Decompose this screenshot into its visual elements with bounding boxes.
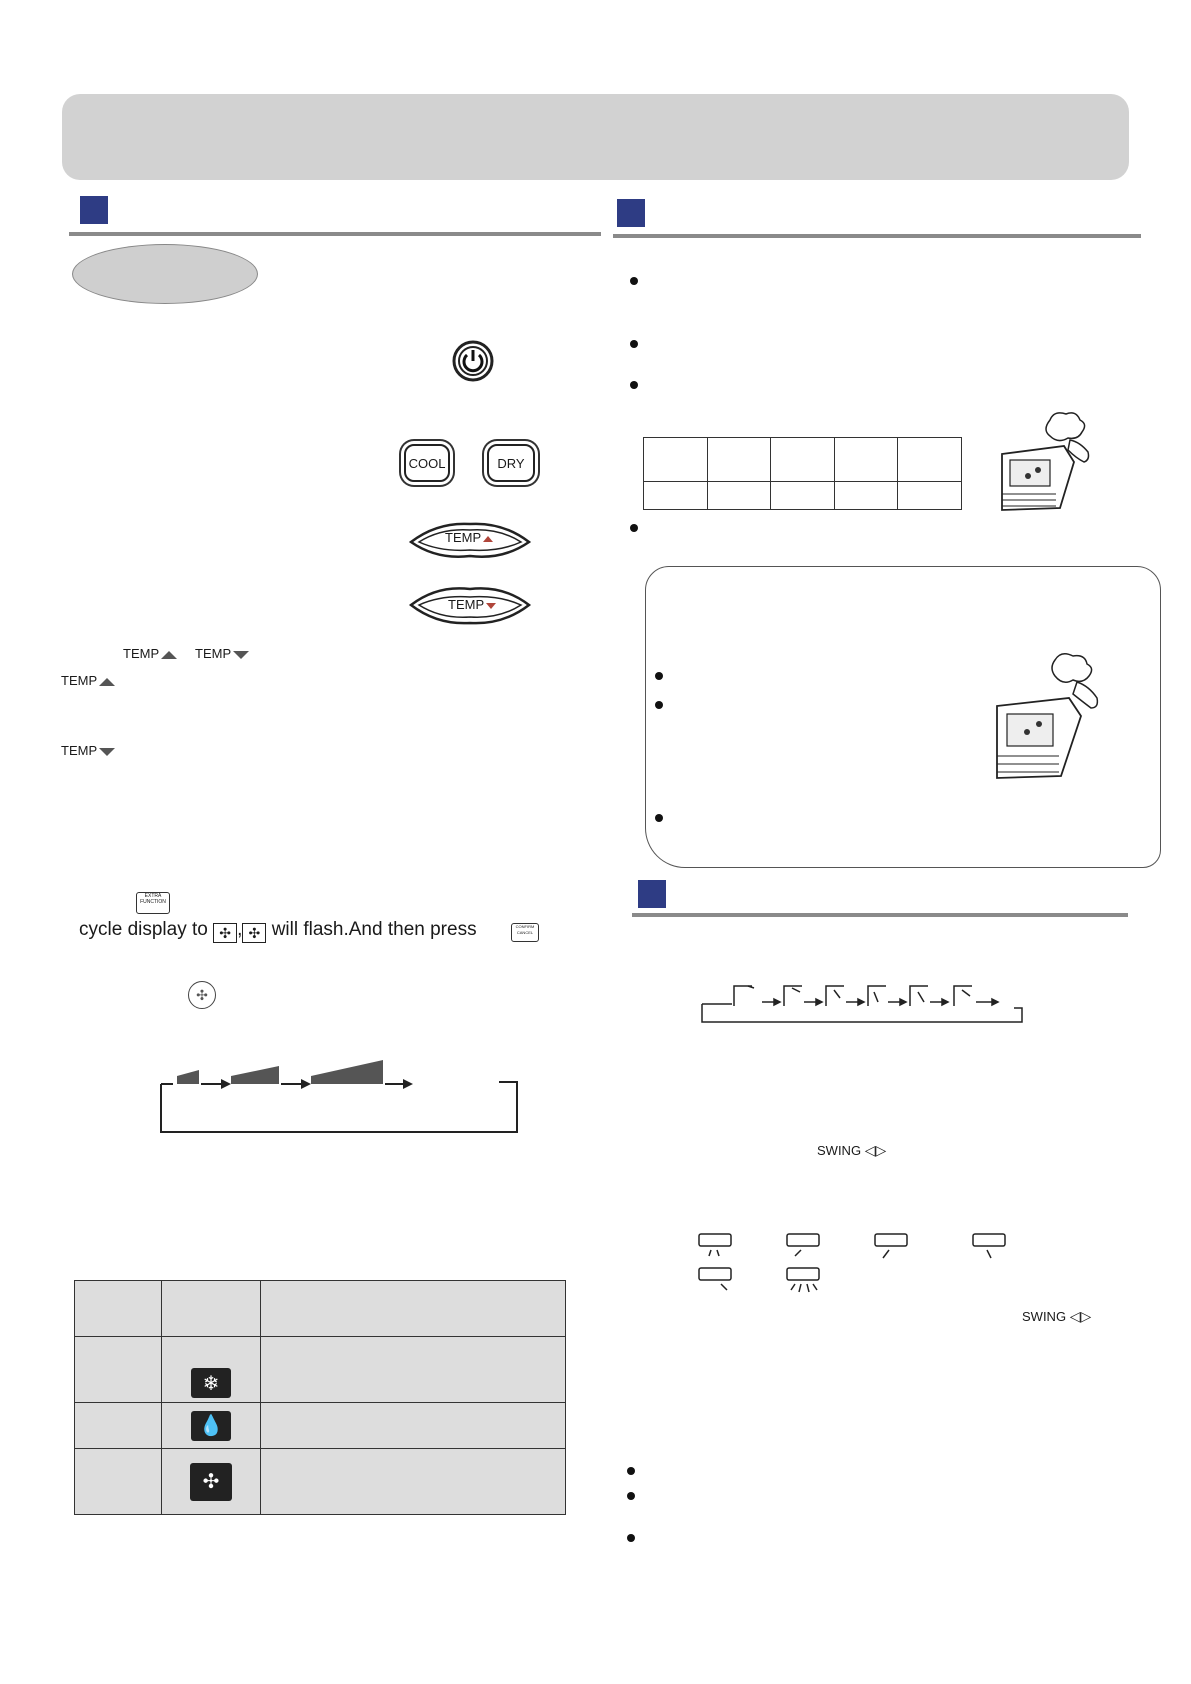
temp-up-line	[61, 673, 115, 688]
arrow-up-icon	[483, 536, 493, 542]
right-section-rule	[613, 234, 1141, 238]
swing-button-label-2[interactable]	[1022, 1308, 1091, 1325]
table-row	[644, 482, 962, 510]
temp-up-button[interactable]	[407, 520, 533, 564]
louver-cycle-diagram	[700, 982, 1026, 1024]
fan-speed-cycle-svg	[159, 1060, 521, 1134]
swing-label-text: SWING	[817, 1143, 862, 1158]
swing-section-marker	[638, 880, 666, 908]
power-icon	[452, 340, 494, 382]
swing-horizontal-icon: ◁▷	[1069, 1308, 1092, 1324]
table-row	[75, 1403, 566, 1449]
confirm-cancel-button[interactable]	[511, 923, 539, 942]
arrow-down-icon	[486, 603, 496, 609]
confirm-cancel-label: CONFIRM CANCEL	[515, 924, 535, 935]
extra-function-button[interactable]	[136, 892, 170, 914]
horizontal-louver-icons	[697, 1232, 1017, 1298]
fan-mode-icon: ✣	[213, 923, 237, 943]
left-section-marker	[80, 196, 108, 224]
cycle-text-2: ,	[237, 919, 243, 940]
temp-down-inline	[195, 646, 249, 661]
bullet-dot	[630, 381, 638, 389]
left-section-rule	[69, 232, 601, 236]
temp-down-inline-label: TEMP	[195, 646, 232, 661]
swing-button-label-1[interactable]	[817, 1142, 886, 1159]
triangle-up-icon	[161, 651, 177, 659]
louver-cycle-svg	[700, 982, 1026, 1024]
bullet-dot	[627, 1467, 635, 1475]
cycle-display-line	[79, 919, 477, 943]
water-drop-icon: 💧	[191, 1411, 231, 1441]
fan-mode-icon: ✣	[242, 923, 266, 943]
table-row	[75, 1337, 566, 1403]
louver-positions-svg	[697, 1232, 1017, 1298]
bullet-dot	[627, 1534, 635, 1542]
swing-horizontal-icon: ◁▷	[864, 1142, 887, 1158]
cycle-text-1: cycle display to	[79, 919, 208, 940]
hand-press-icon	[995, 652, 1115, 786]
temp-up-key-label: TEMP	[445, 530, 482, 545]
dry-button-label: DRY	[497, 455, 525, 471]
temp-up-inline	[123, 646, 177, 661]
triangle-down-icon	[233, 651, 249, 659]
bullet-dot	[655, 701, 663, 709]
bullet-dot	[655, 814, 663, 822]
temp-down-line	[61, 743, 115, 758]
dry-button[interactable]	[487, 444, 535, 482]
table-row	[75, 1449, 566, 1515]
bullet-dot	[627, 1492, 635, 1500]
mode-table	[74, 1280, 566, 1515]
temp-up-line-label: TEMP	[61, 673, 98, 688]
fan-speed-cycle-diagram	[159, 1060, 521, 1134]
extra-function-label: EXTRA FUNCTION	[140, 893, 166, 905]
bullet-dot	[630, 340, 638, 348]
emergency-table	[643, 437, 962, 510]
swing-section-rule	[632, 913, 1128, 917]
temp-up-inline-label: TEMP	[123, 646, 160, 661]
cycle-text-3: will flash.And then press	[271, 919, 477, 940]
fan-icon: ✣	[190, 1463, 232, 1501]
triangle-up-icon	[99, 678, 115, 686]
indoor-unit-illustration	[1000, 410, 1100, 516]
bullet-dot	[630, 277, 638, 285]
snowflake-icon: ❄	[191, 1368, 231, 1398]
page-header-band	[62, 94, 1129, 180]
bullet-dot	[655, 672, 663, 680]
fan-icon: ✣	[196, 986, 208, 1003]
fan-speed-button[interactable]	[188, 981, 216, 1009]
triangle-down-icon	[99, 748, 115, 756]
temp-down-button[interactable]	[407, 583, 533, 627]
cool-button-label: COOL	[408, 455, 446, 471]
right-section-marker	[617, 199, 645, 227]
table-row	[75, 1281, 566, 1337]
hand-press-icon	[1000, 410, 1100, 516]
left-operation-oval	[72, 244, 258, 304]
swing-label-text-2: SWING	[1022, 1309, 1067, 1324]
table-row	[644, 438, 962, 482]
power-button[interactable]	[452, 340, 494, 382]
temp-down-key-label: TEMP	[448, 597, 485, 612]
temp-down-line-label: TEMP	[61, 743, 98, 758]
cool-button[interactable]	[404, 444, 450, 482]
bullet-dot	[630, 524, 638, 532]
indoor-unit-illustration-2	[995, 652, 1115, 786]
